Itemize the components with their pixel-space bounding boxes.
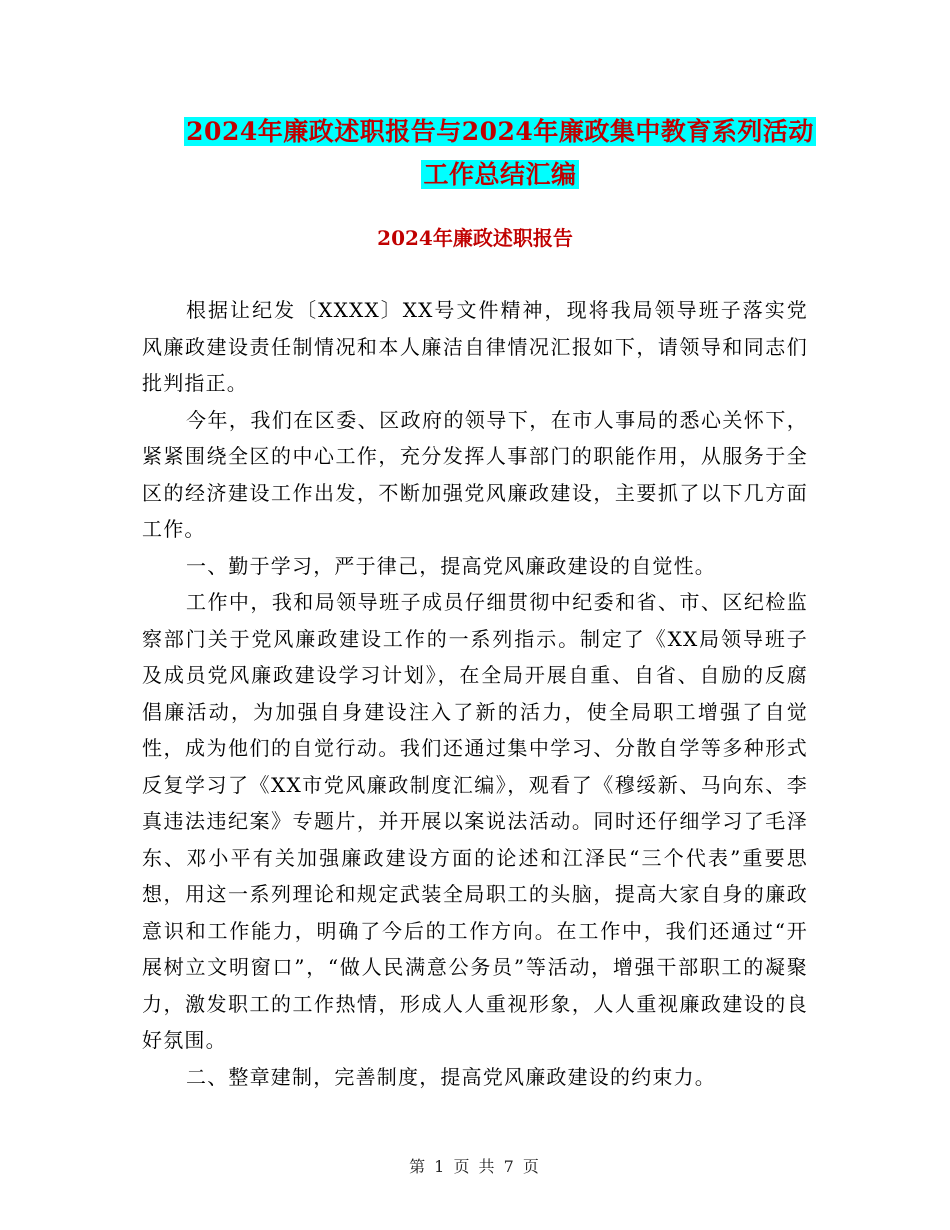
document-body (142, 292, 808, 1095)
page-footer: 第 1 页 共 7 页 (409, 1157, 541, 1176)
paragraph: 今年，我们在区委、区政府的领导下，在市人事局的悉心关怀下，紧紧围绕全区的中心工作，充分发挥人事部门的职能作用，从服务于全区的经济建设工作出发，不断加强党风廉政建设，主要抓了以下几方面工作。 (142, 407, 808, 541)
document-title-line-2-text: 工作总结汇编 (423, 160, 577, 189)
paragraph: 工作中，我和局领导班子成员仔细贯彻中纪委和省、市、区纪检监察部门关于党风廉政建设工作的一系列指示。制定了《XX局领导班子及成员党风廉政建设学习计划》，在全局开展自重、自省、自励的反腐倡廉活动，为加强自身建设注入了新的活力，使全局职工增强了自觉性，成为他们的自觉行动。我们还通过集中学习、分散自学等多种形式反复学习了《XX市党风廉政制度汇编》，观看了《穆绥新、马向东、李真违法违纪案》专题片，并开展以案说法活动。同时还仔细学习了毛泽东、邓小平有关加强廉政建设方面的论述和江泽民“三个代表”重要思想，用这一系列理论和规定武装全局职工的头脑，提高大家自身的廉政意识和工作能力，明确了今后的工作方向。在工作中，我们还通过“开展树立文明窗口”，“做人民满意公务员”等活动，增强干部职工的凝聚力，激发职工的工作热情，形成人人重视形象，人人重视廉政建设的良好氛围。 (142, 590, 808, 1052)
section-title: 2024年廉政述职报告 (377, 226, 573, 250)
paragraph: 根据让纪发〔XXXX〕XX号文件精神，现将我局领导班子落实党风廉政建设责任制情况和本人廉洁自律情况汇报如下，请领导和同志们批判指正。 (142, 298, 808, 395)
document-title-line-2 (100, 155, 900, 195)
paragraph-heading: 二、整章建制，完善制度，提高党风廉政建设的约束力。 (186, 1064, 716, 1089)
document-title-line-1 (100, 112, 900, 152)
paragraph-heading: 一、勤于学习，严于律己，提高党风廉政建设的自觉性。 (186, 553, 716, 578)
document-title-line-1-text: 2024年廉政述职报告与2024年廉政集中教育系列活动 (186, 117, 814, 146)
